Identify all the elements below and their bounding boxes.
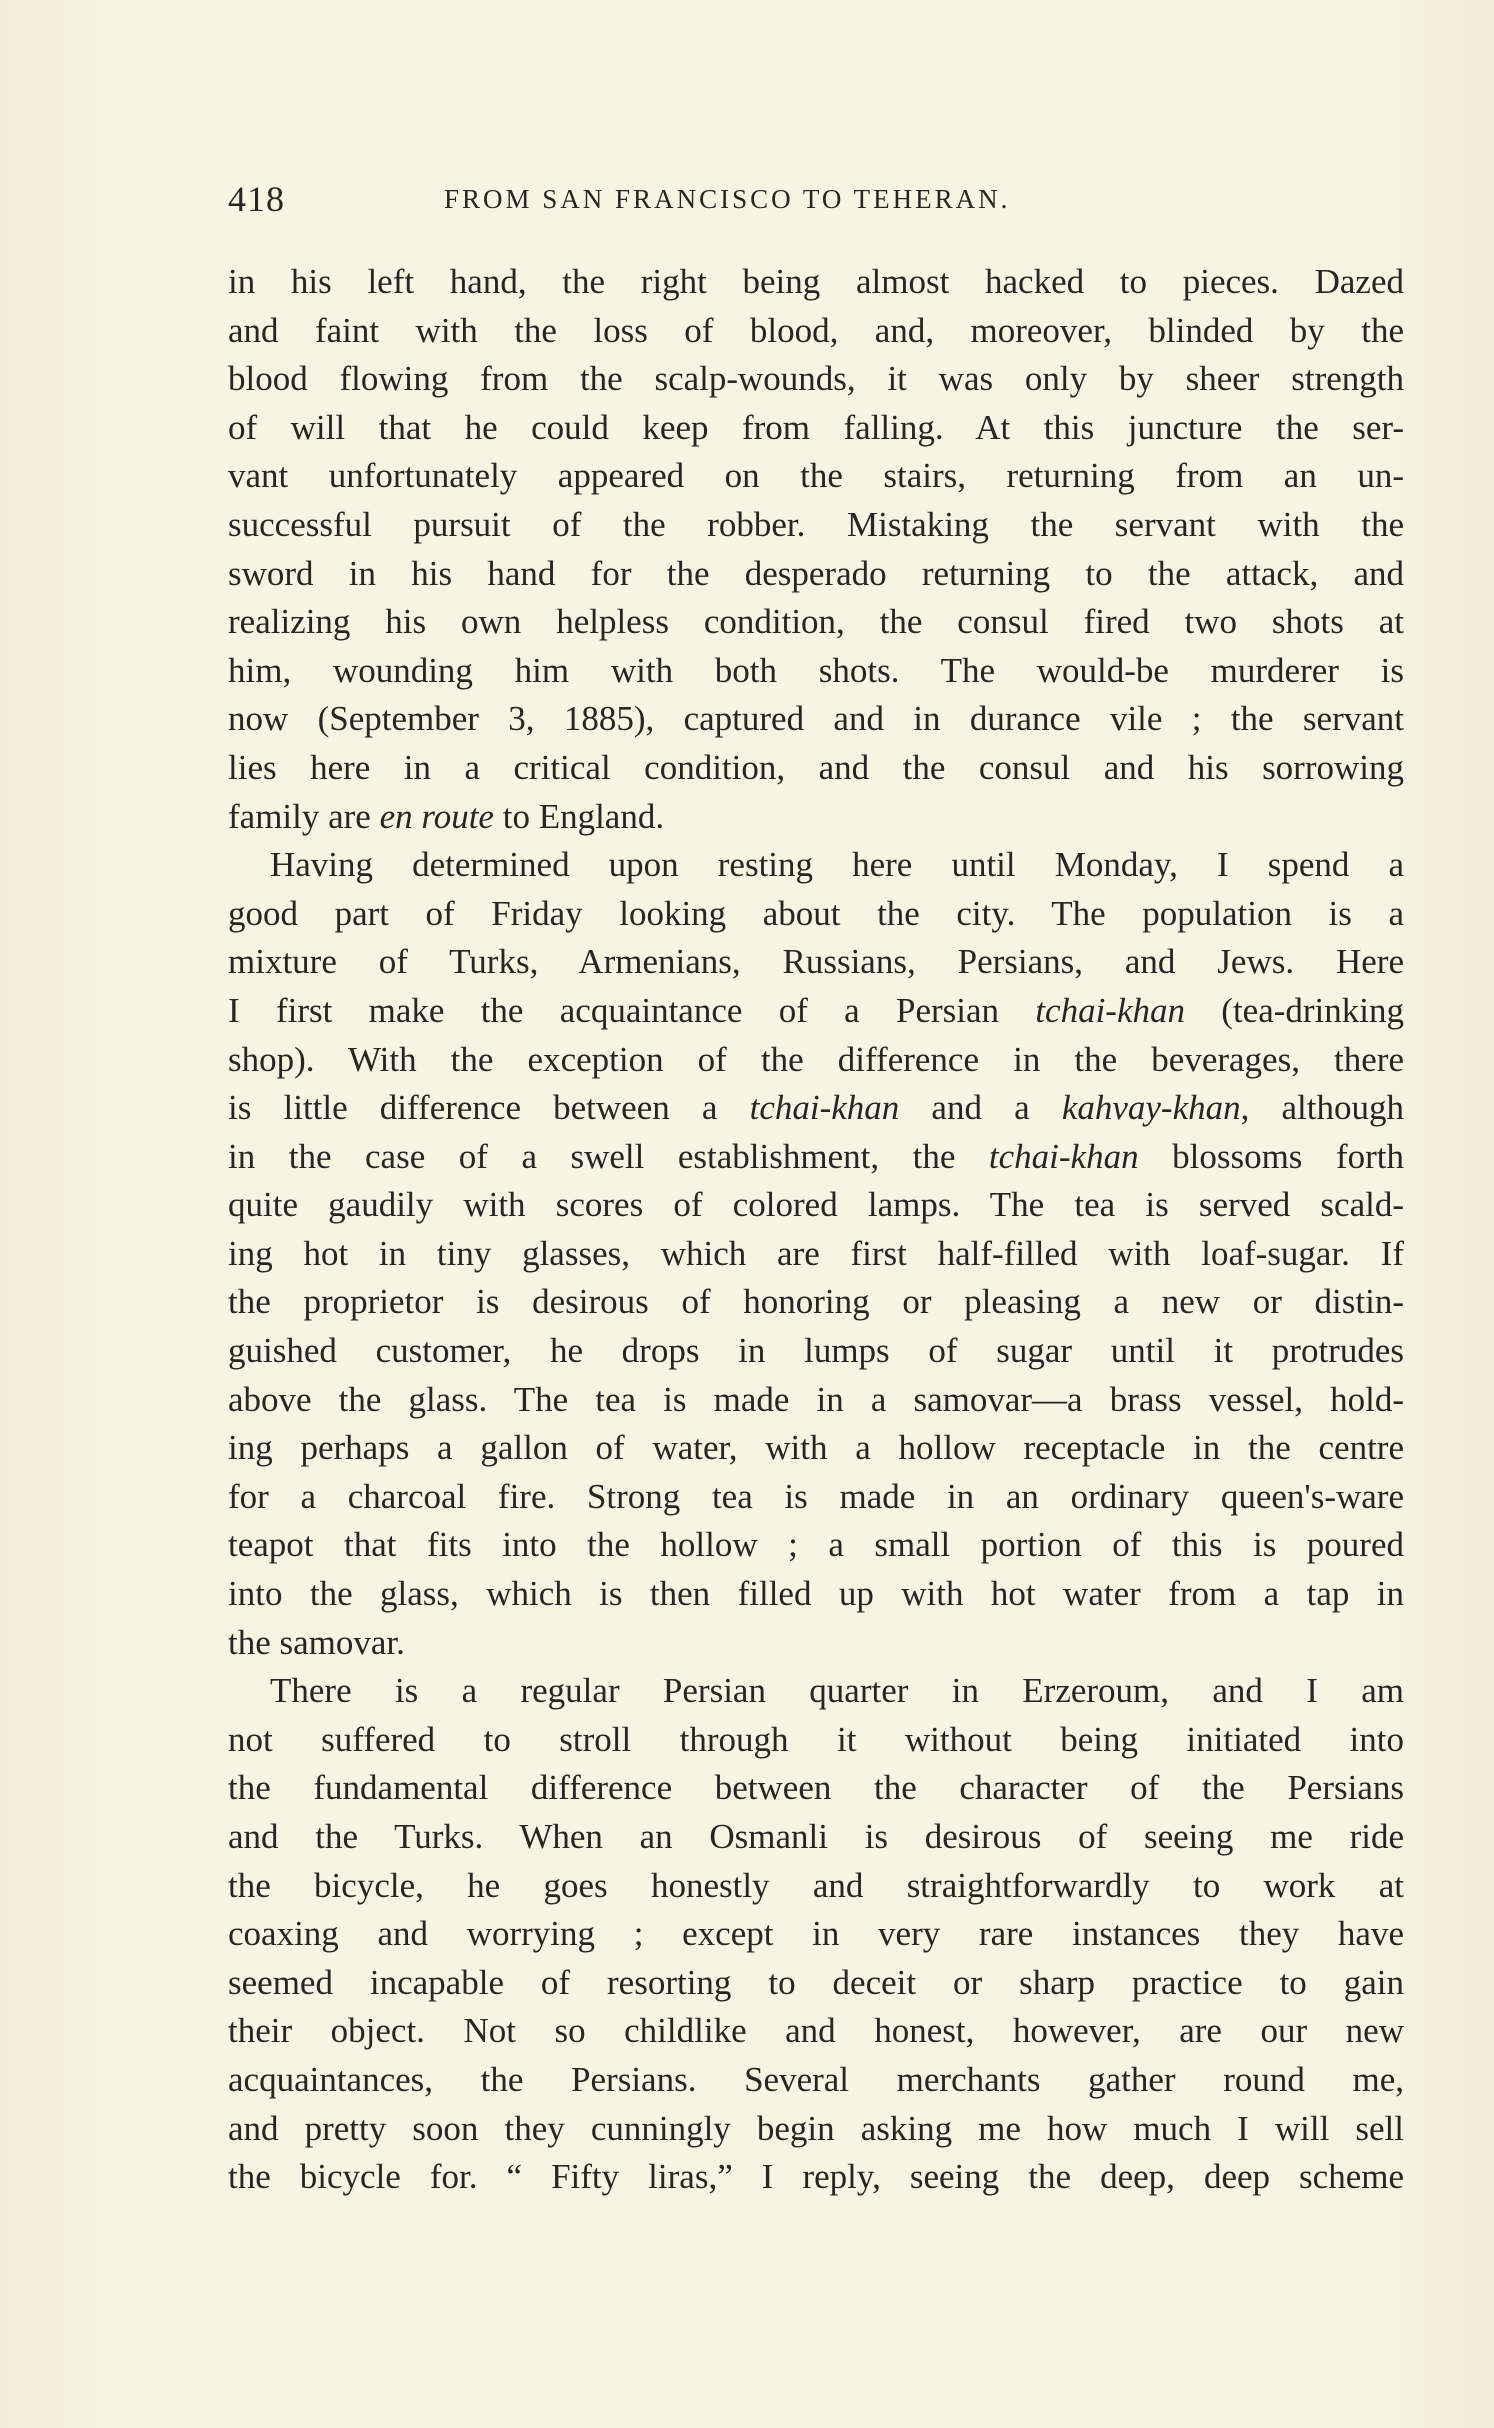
text-line: the proprietor is desirous of honoring or pleasing a new or distin- bbox=[228, 1282, 1404, 1322]
page-header bbox=[228, 178, 1288, 228]
text-line: good part of Friday looking about the city. The population is a bbox=[228, 893, 1404, 933]
text-line: and the Turks. When an Osmanli is desirous of seeing me ride bbox=[228, 1817, 1404, 1856]
running-title: FROM SAN FRANCISCO TO TEHERAN. bbox=[444, 184, 1011, 214]
text-line: now (September 3, 1885), captured and in durance vile ; the servant bbox=[228, 699, 1404, 739]
text-line: sword in his hand for the desperado returning to the attack, and bbox=[228, 553, 1404, 593]
text-line: and faint with the loss of blood, and, moreover, blinded by the bbox=[228, 310, 1404, 350]
text-line: vant unfortunately appeared on the stairs, returning from an un- bbox=[228, 456, 1404, 496]
paragraph-end-line: the samovar. bbox=[228, 1622, 405, 1662]
text-line: realizing his own helpless condition, the consul fired two shots at bbox=[228, 602, 1404, 642]
text-line: successful pursuit of the robber. Mistaking the servant with the bbox=[228, 504, 1404, 544]
text-line: above the glass. The tea is made in a samovar—a brass vessel, hold- bbox=[228, 1379, 1404, 1419]
text-line: him, wounding him with both shots. The would-be murderer is bbox=[228, 650, 1404, 690]
text-line: into the glass, which is then filled up with hot water from a tap in bbox=[228, 1574, 1404, 1614]
text-line: seemed incapable of resorting to deceit or sharp practice to gain bbox=[228, 1962, 1404, 2002]
text-line: acquaintances, the Persians. Several merchants gather round me, bbox=[228, 2059, 1404, 2099]
text-line: their object. Not so childlike and honest, however, are our new bbox=[228, 2011, 1404, 2051]
text-line: coaxing and worrying ; except in very rare instances they have bbox=[228, 1914, 1404, 1954]
text-line: quite gaudily with scores of colored lamps. The tea is served scald- bbox=[228, 1185, 1404, 1225]
text-line: ing perhaps a gallon of water, with a hollow receptacle in the centre bbox=[228, 1428, 1404, 1468]
paragraph-end-line: family are en route to England. bbox=[228, 796, 665, 836]
text-line: is little difference between a tchai-khan and a kahvay-khan, although bbox=[228, 1088, 1404, 1128]
text-line: guished customer, he drops in lumps of sugar until it protrudes bbox=[228, 1331, 1404, 1371]
paragraph-start-line: Having determined upon resting here until Monday, I spend a bbox=[270, 845, 1404, 885]
text-line: not suffered to stroll through it without being initiated into bbox=[228, 1719, 1404, 1759]
text-line: for a charcoal fire. Strong tea is made in an ordinary queen's-ware bbox=[228, 1476, 1404, 1516]
text-line: of will that he could keep from falling. At this juncture the ser- bbox=[228, 407, 1404, 447]
page-number: 418 bbox=[228, 179, 285, 219]
text-line: in his left hand, the right being almost hacked to pieces. Dazed bbox=[228, 262, 1404, 301]
text-line: in the case of a swell establishment, the tchai-khan blossoms forth bbox=[228, 1136, 1404, 1176]
text-line: mixture of Turks, Armenians, Russians, Persians, and Jews. Here bbox=[228, 942, 1404, 982]
text-line: I first make the acquaintance of a Persian tchai-khan (tea-drinking bbox=[228, 990, 1404, 1030]
text-line: the bicycle for. “ Fifty liras,” I reply, seeing the deep, deep scheme bbox=[228, 2157, 1404, 2197]
text-line: and pretty soon they cunningly begin asking me how much I will sell bbox=[228, 2108, 1404, 2148]
text-line: lies here in a critical condition, and the consul and his sorrowing bbox=[228, 747, 1404, 787]
text-line: ing hot in tiny glasses, which are first half-filled with loaf-sugar. If bbox=[228, 1233, 1404, 1273]
text-line: blood flowing from the scalp-wounds, it was only by sheer strength bbox=[228, 359, 1404, 399]
text-line: the fundamental difference between the character of the Persians bbox=[228, 1768, 1404, 1808]
text-line: shop). With the exception of the difference in the beverages, there bbox=[228, 1039, 1404, 1079]
text-line: teapot that fits into the hollow ; a small portion of this is poured bbox=[228, 1525, 1404, 1565]
paragraph-start-line: There is a regular Persian quarter in Erzeroum, and I am bbox=[270, 1671, 1404, 1711]
body-text bbox=[228, 258, 1404, 2202]
text-line: the bicycle, he goes honestly and straightforwardly to work at bbox=[228, 1865, 1404, 1905]
